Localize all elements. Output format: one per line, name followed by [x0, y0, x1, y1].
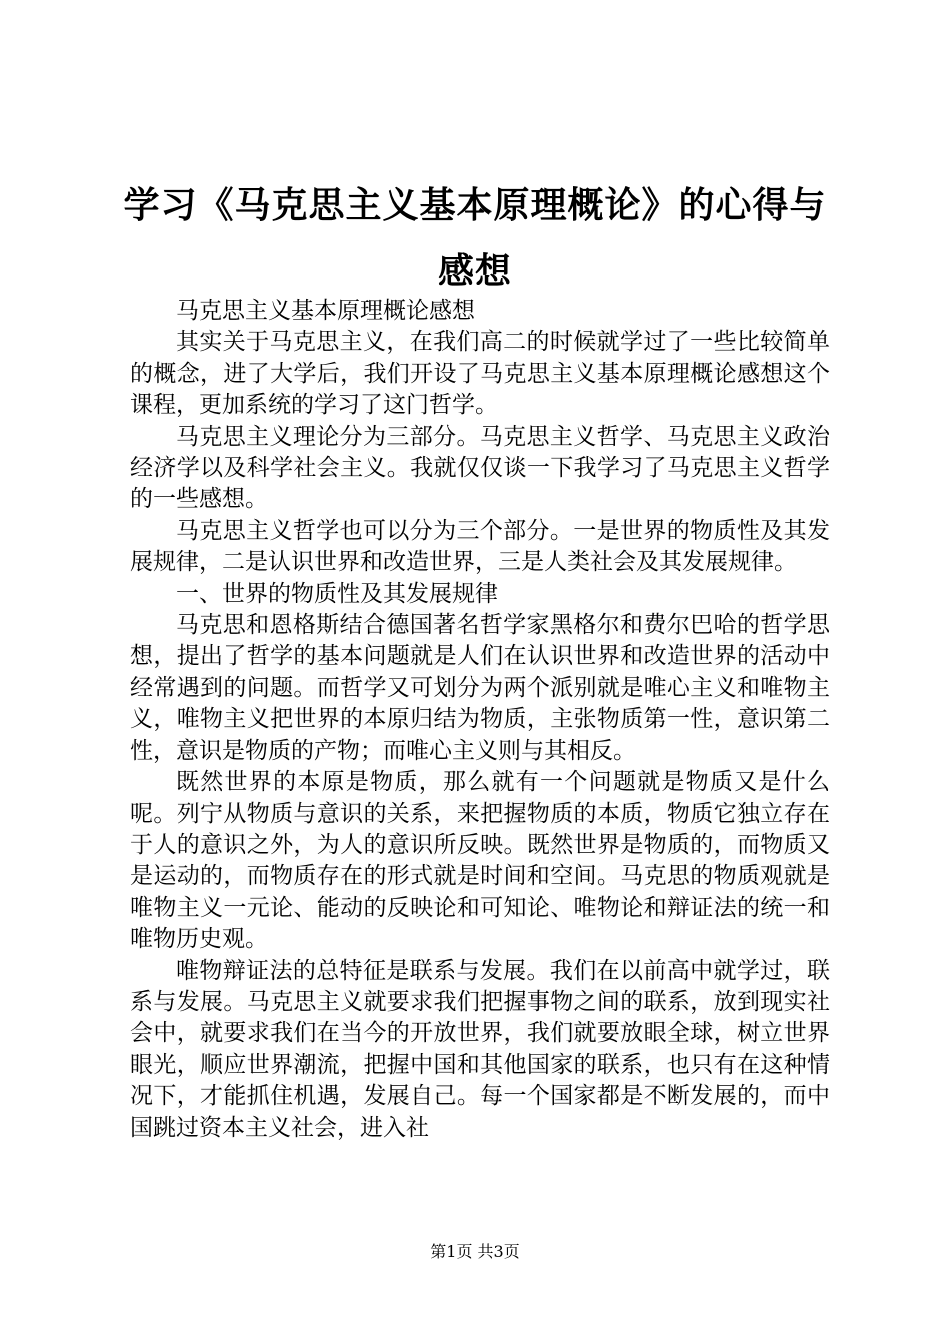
section-heading: 一、世界的物质性及其发展规律: [176, 580, 498, 607]
paragraph: 唯物辩证法的总特征是联系与发展。我们在以前高中就学过，联系与发展。马克思主义就要求我们把握事物之间的联系，放到现实社会中，就要求我们在当今的开放世界，我们就要放眼全球，树立世界眼光，顺应世界潮流，把握中国和其他国家的联系，也只有在这种情况下，才能抓住机遇，发展自己。每一个国家都是不断发展的，而中国跳过资本主义社会，进入社: [130, 957, 830, 1141]
page-footer: 第1页 共3页: [430, 1242, 520, 1261]
document-title: 学习《马克思主义基本原理概论》的心得与感想: [123, 184, 827, 292]
paragraph: 马克思和恩格斯结合德国著名哲学家黑格尔和费尔巴哈的哲学思想，提出了哲学的基本问题就是人们在认识世界和改造世界的活动中经常遇到的问题。而哲学又可划分为两个派别就是唯心主义和唯物主义，唯物主义把世界的本原归结为物质，主张物质第一性，意识第二性，意识是物质的产物；而唯心主义则与其相反。: [130, 612, 830, 764]
paragraph: 马克思主义基本原理概论感想: [176, 298, 475, 324]
paragraph: 既然世界的本原是物质，那么就有一个问题就是物质又是什么呢。列宁从物质与意识的关系，来把握物质的本质，物质它独立存在于人的意识之外，为人的意识所反映。既然世界是物质的，而物质又是运动的，而物质存在的形式就是时间和空间。马克思的物质观就是唯物主义一元论、能动的反映论和可知论、唯物论和辩证法的统一和唯物历史观。: [130, 769, 830, 953]
paragraph: 其实关于马克思主义，在我们高二的时候就学过了一些比较简单的概念，进了大学后，我们开设了马克思主义基本原理概论感想这个课程，更加系统的学习了这门哲学。: [130, 329, 830, 419]
paragraph: 马克思主义理论分为三部分。马克思主义哲学、马克思主义政治经济学以及科学社会主义。我就仅仅谈一下我学习了马克思主义哲学的一些感想。: [130, 423, 830, 513]
paragraph: 马克思主义哲学也可以分为三个部分。一是世界的物质性及其发展规律，二是认识世界和改造世界，三是人类社会及其发展规律。: [130, 517, 830, 576]
document-body: [130, 296, 830, 1144]
